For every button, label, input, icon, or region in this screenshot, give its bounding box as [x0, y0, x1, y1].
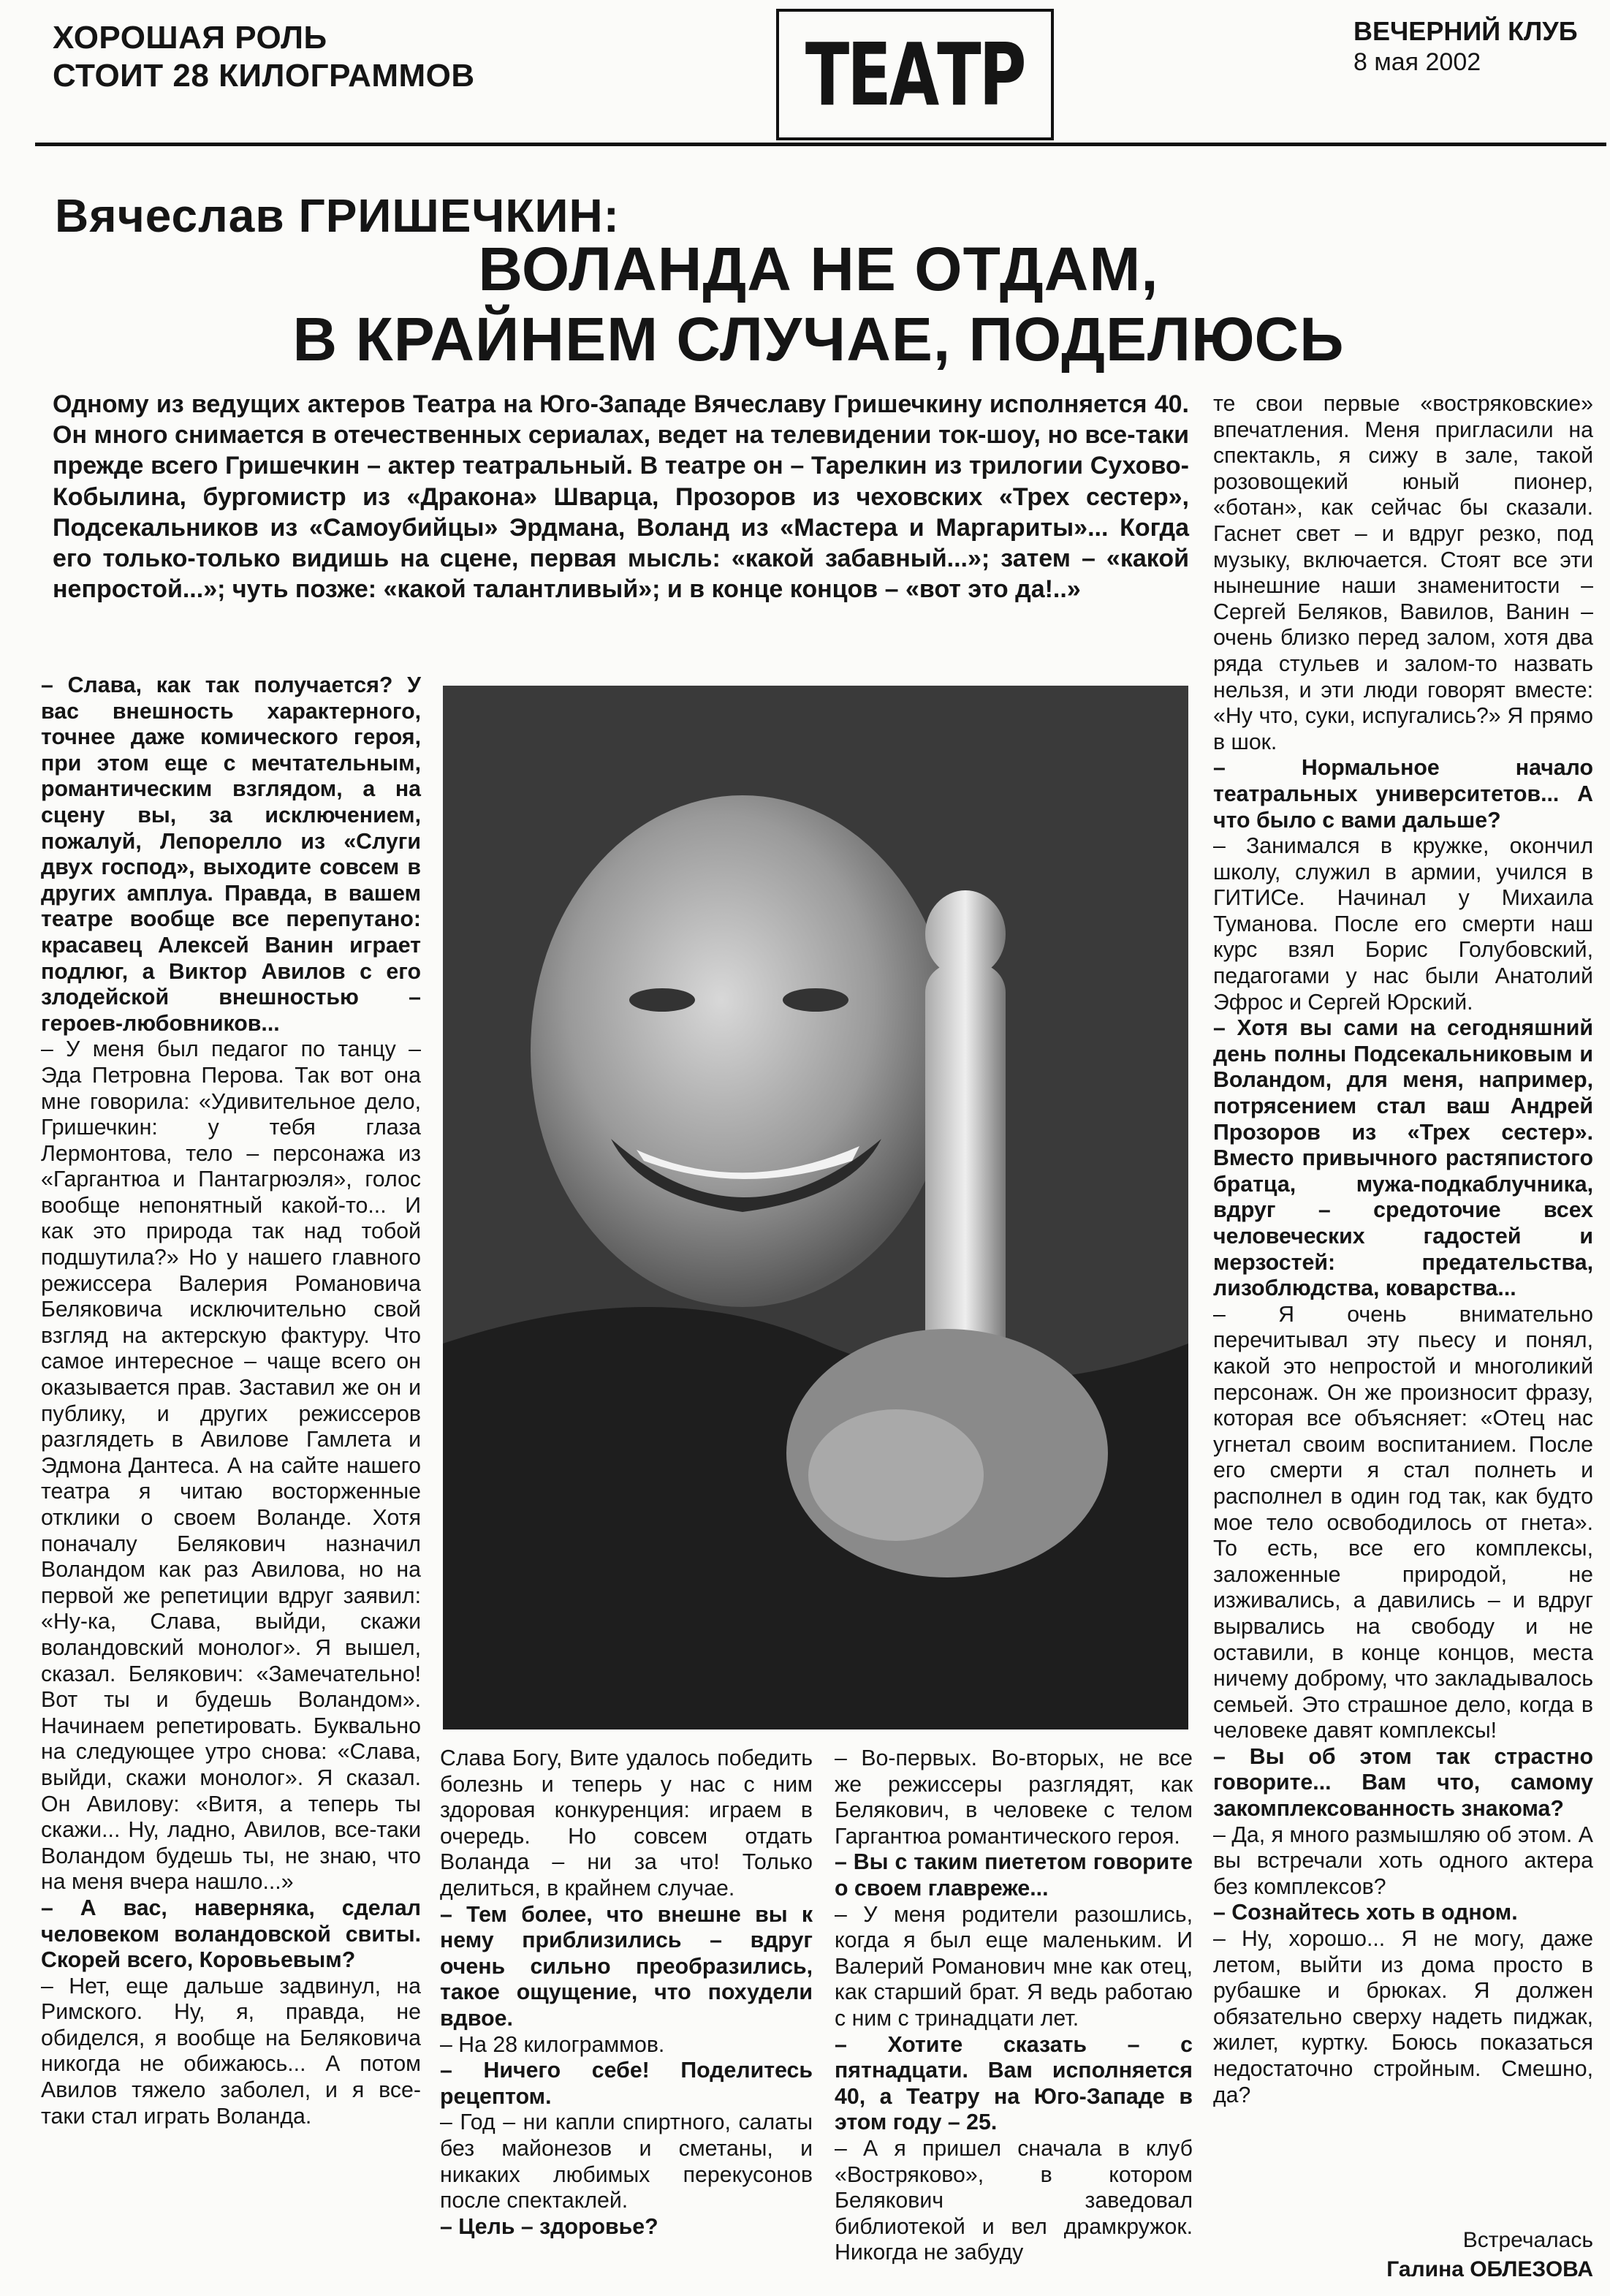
publication-date: 8 мая 2002 — [1353, 48, 1481, 76]
question: – Вы об этом так страстно говорите... Вам что, самому закомплексованность знакома? — [1213, 1744, 1593, 1822]
paragraph: – А вас, наверняка, сделал человеком воландовской свиты. Скорей всего, Коровьевым? — [41, 1895, 421, 1973]
section-title-box — [776, 9, 1054, 140]
question: – Цель – здоровье? — [440, 2214, 658, 2239]
question: – Нормальное начало театральных университетов... А что было с вами дальше? — [1213, 756, 1593, 833]
paragraph: – Во-первых. Во-вторых, не все же режиссеры разглядят, как Белякович, в человеке с телом Гаргантюа романтического героя. — [835, 1746, 1193, 1849]
paragraph: – У меня родители разошлись, когда я был еще маленьким. И Валерий Романович мне как отец, как старший брат. Я ведь работаю с ним с тринадцати лет. — [835, 1902, 1193, 2031]
paragraph: те свои первые «востряковские» впечатления. Меня пригласили на спектакль, я сижу в зале, такой розовощекий юный пионер, «ботан», как сейчас бы сказали. Гаснет свет – и вдруг резко, под музыку, включается. Стоят все эти нынешние наши знаменитости – Сергей Беляков, Вавилов, Ванин – очень близко перед залом, хотя два ряда стульев и залом-то назвать нельзя, и эти люди говорят вместе: «Ну что, суки, испугались?» Я прямо в шок. — [1213, 392, 1593, 754]
column-4 — [1213, 391, 1593, 2108]
paragraph: – Я очень внимательно перечитывал эту пьесу и понял, какой это непростой и многоликий персонаж. Он же произносит фразу, которая все объясняет: «Отец нас угнетал своим воспитанием. После его смерти я стал полнеть и располнел в один год так, как будто мое тело освободилось от гнета». То есть, все его комплексы, заложенные природой, не изживались, а давились – и вдруг вырвались на свободу и не оставили, в конце концов, места ничему доброму, что закладывалось семьей. Это страшное дело, когда в человеке давят комплексы! — [1213, 1302, 1593, 1743]
paragraph: – Нет, еще дальше задвинул, на Римского. Ну, я, правда, не обиделся, я вообще на Беляковича никогда не обижаюсь... А потом Авилов тяжело заболел, и я все-таки стал играть Воланда. — [41, 1974, 421, 2129]
column-1 — [41, 672, 421, 2129]
rubric-line-1: ХОРОШАЯ РОЛЬ — [53, 20, 327, 56]
question: – Ничего себе! Поделитесь рецептом. — [440, 2058, 813, 2109]
portrait-photo — [443, 686, 1188, 1729]
paragraph: – Слава, как так получается? У вас внешность характерного, точнее даже комического героя, при этом еще с мечтательным, романтическим взглядом, а на сцену вы, за исключением, пожалуй, Лепорелло из «Слуги двух господ», выходите совсем в других амплуа. Правда, в вашем театре вообще все перепутано: красавец Алексей Ванин играет подлюг, а Виктор Авилов с его злодейской внешностью – героев-любовников... — [41, 673, 421, 1036]
paragraph: Слава Богу, Вите удалось победить болезнь и теперь у нас с ним здоровая конкуренция: играем в очередь. Но совсем отдать Воланда – ни за что! Только делиться, в крайнем случае. — [440, 1746, 813, 1901]
signature-author: Галина ОБЛЕЗОВА — [1386, 2257, 1593, 2281]
paragraph: – Да, я много размышляю об этом. А вы встречали хоть одного актера без комплексов? — [1213, 1822, 1593, 1899]
question: – Хотите сказать – с пятнадцати. Вам исполняется 40, а Театру на Юго-Западе в этом году – 25. — [835, 2032, 1193, 2135]
paragraph: – Ну, хорошо... Я не могу, даже летом, выйти из дома просто в рубашке и брюках. Я должен обязательно сверху надеть пиджак, жилет, куртку. Боюсь показаться недостаточно стройным. Смешно, да? — [1213, 1927, 1593, 2107]
section-title: ТЕАТР — [805, 24, 1025, 125]
question: – Вы с таким пиететом говорите о своем главреже... — [835, 1850, 1193, 1901]
paragraph: – Год – ни капли спиртного, салаты без майонезов и сметаны, и никаких любимых перекусонов после спектаклей. — [440, 2110, 813, 2213]
lead-paragraph: Одному из ведущих актеров Театра на Юго-Западе Вячеславу Гришечкину исполняется 40. Он много снимается в отечественных сериалах, ведет на телевидении ток-шоу, но все-таки прежде всего Гришечкин – актер театральный. В театре он – Тарелкин из трилогии Сухово-Кобылина, бургомистр из «Дракона» Шварца, Прозоров из чеховских «Трех сестер», Подсекальников из «Самоубийцы» Эрдмана, Воланд из «Мастера и Маргариты»... Когда его только-только видишь на сцене, первая мысль: «какой забавный...»; затем – «какой непростой...»; чуть позже: «какой талантливый»; и в конце концов – «вот это да!..» — [53, 390, 1189, 604]
rubric — [53, 19, 475, 95]
publication-info — [1353, 16, 1578, 77]
headline-name: Вячеслав ГРИШЕЧКИН: — [55, 189, 620, 242]
question: – Хотя вы сами на сегодняшний день полны Подсекальниковым и Воландом, для меня, например, потрясением стал ваш Андрей Прозоров из «Трех сестер». Вместо привычного растяпистого братца, мужа-подкаблучника, вдруг – средоточие всех человеческих гадостей и мерзостей: предательства, лизоблюдства, коварства... — [1213, 1016, 1593, 1301]
signature-label: Встречалась — [1462, 2228, 1593, 2252]
question: – Тем более, что внешне вы к нему приблизились – вдруг очень сильно преобразились, такое ощущение, что похудели вдвое. — [440, 1902, 813, 2031]
header-divider — [35, 143, 1606, 146]
paragraph: – Занимался в кружке, окончил школу, служил в армии, учился в ГИТИСе. Начинал у Михаила Туманова. После его смерти наш курс взял Борис Голубовский, педагогами у нас были Анатолий Эфрос и Сергей Юрский. — [1213, 834, 1593, 1015]
headline — [88, 234, 1549, 374]
paragraph: – На 28 килограммов. — [440, 2032, 665, 2057]
column-3 — [835, 1746, 1193, 2266]
portrait-illustration — [443, 686, 1188, 1729]
paragraph: – У меня был педагог по танцу – Эда Петровна Перова. Так вот она мне говорила: «Удивительное дело, Гришечкин: у тебя глаза Лермонтова, тело – персонажа из «Гаргантюа и Пантагрюэля», голос вообще непонятный какой-то... И как это природа так над тобой подшутила?» Но у нашего главного режиссера Валерия Романовича Беляковича исключительно свой взгляд на актерскую фактуру. Что самое интересное – чаще всего он оказывается прав. Заставил же он и публику, и других режиссеров разглядеть в Авилове Гамлета и Эдмона Дантеса. А на сайте нашего театра я читаю восторженные отклики о своем Воланде. Хотя поначалу Белякович назначил Воландом как раз Авилова, но на первой же репетиции вдруг заявил: «Ну-ка, Слава, выйди, скажи воландовский монолог». Я вышел, сказал. Белякович: «Замечательно! Вот ты и будешь Воландом». Начинаем репетировать. Буквально на следующее утро снова: «Слава, выйди, скажи монолог». Я сказал. Он Авилову: «Витя, а теперь ты скажи... Ну, ладно, Авилов, все-таки Воландом будешь ты, не знаю, что на меня вчера нашло...» — [41, 1037, 421, 1895]
paragraph: – А я пришел сначала в клуб «Востряково», в котором Белякович заведовал библиотекой и вел драмкружок. Никогда не забуду — [835, 2136, 1193, 2265]
rubric-line-2: СТОИТ 28 КИЛОГРАММОВ — [53, 58, 475, 94]
headline-line-2: В КРАЙНЕМ СЛУЧАЕ, ПОДЕЛЮСЬ — [292, 305, 1345, 374]
publication-name: ВЕЧЕРНИЙ КЛУБ — [1353, 16, 1578, 46]
headline-line-1: ВОЛАНДА НЕ ОТДАМ, — [478, 235, 1159, 303]
column-2 — [440, 1746, 813, 2240]
signature — [1359, 2226, 1593, 2284]
question: – Сознайтесь хоть в одном. — [1213, 1901, 1518, 1925]
